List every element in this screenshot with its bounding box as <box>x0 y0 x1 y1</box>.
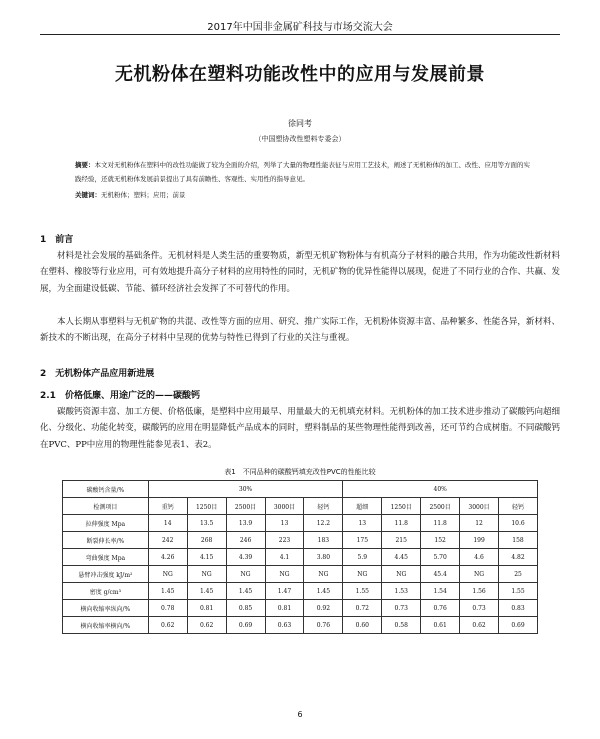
table-cell: 0.81 <box>265 600 304 617</box>
table-1-col-header: 3000目 <box>265 498 304 515</box>
section-2-heading: 2 无机粉体产品应用新进展 <box>40 369 155 379</box>
table-cell: 0.62 <box>460 617 499 634</box>
section-1-heading: 1 前言 <box>40 235 74 245</box>
table-cell: 0.72 <box>343 600 382 617</box>
author-name: 徐同考 <box>288 119 312 128</box>
table-cell: 25 <box>499 566 538 583</box>
table-row-label: 悬臂冲击强度 kJ/m² <box>63 566 149 583</box>
table-cell: 11.8 <box>421 515 460 532</box>
page-number: 6 <box>297 710 303 719</box>
keywords-label: 关键词： <box>75 191 101 199</box>
table-cell: 14 <box>148 515 187 532</box>
table-cell: 0.62 <box>187 617 226 634</box>
table-cell: 175 <box>343 532 382 549</box>
table-cell: NG <box>460 566 499 583</box>
table-cell: 4.82 <box>499 549 538 566</box>
table-cell: 4.6 <box>460 549 499 566</box>
table-cell: 0.85 <box>226 600 265 617</box>
table-cell: 5.9 <box>343 549 382 566</box>
table-cell: 0.69 <box>226 617 265 634</box>
table-cell: NG <box>304 566 343 583</box>
table-cell: 13 <box>265 515 304 532</box>
table-1-col-header: 2500目 <box>421 498 460 515</box>
table-cell: 0.63 <box>265 617 304 634</box>
table-cell: 45.4 <box>421 566 460 583</box>
table-1-col-header: 1250目 <box>382 498 421 515</box>
table-1-col-header: 轻钙 <box>304 498 343 515</box>
table-cell: 0.76 <box>421 600 460 617</box>
abstract-text: 本文对无机粉体在塑料中的改性功能做了较为全面的介绍，列举了大量的物理性能表征与应用工艺技术，阐述了无机粉体的加工、改性、应用等方面的实践经验，还就无机粉体发展前景提出了具有前瞻性、客观性、实用性的指导意见。 <box>75 161 530 183</box>
table-cell: 4.15 <box>187 549 226 566</box>
table-cell: 268 <box>187 532 226 549</box>
table-cell: 12.2 <box>304 515 343 532</box>
table-cell: 0.76 <box>304 617 343 634</box>
table-1 <box>62 480 538 634</box>
table-row <box>63 566 538 583</box>
table-cell: 242 <box>148 532 187 549</box>
table-cell: NG <box>187 566 226 583</box>
table-cell: NG <box>265 566 304 583</box>
table-cell: 13.5 <box>187 515 226 532</box>
table-cell: 183 <box>304 532 343 549</box>
table-cell: 1.53 <box>382 583 421 600</box>
table-1-subheader-row <box>63 498 538 515</box>
table-cell: 0.69 <box>499 617 538 634</box>
table-cell: 1.45 <box>148 583 187 600</box>
table-1-group-row <box>63 481 538 498</box>
table-cell: 0.81 <box>187 600 226 617</box>
table-cell: 3.80 <box>304 549 343 566</box>
table-row <box>63 515 538 532</box>
table-row <box>63 549 538 566</box>
table-1-group-30: 30% <box>148 481 343 498</box>
table-row <box>63 617 538 634</box>
table-cell: 4.39 <box>226 549 265 566</box>
table-row-label: 拉伸强度 Mpa <box>63 515 149 532</box>
author-affiliation: （中国塑协改性塑料专委会） <box>254 135 346 143</box>
table-cell: 4.26 <box>148 549 187 566</box>
table-cell: 199 <box>460 532 499 549</box>
table-cell: 0.92 <box>304 600 343 617</box>
table-row-label: 横向收缩率横向/% <box>63 617 149 634</box>
table-cell: 12 <box>460 515 499 532</box>
table-cell: 0.73 <box>460 600 499 617</box>
table-row-label: 弯曲强度 Mpa <box>63 549 149 566</box>
section-2-1-heading: 2.1 价格低廉、用途广泛的——碳酸钙 <box>40 391 200 401</box>
table-cell: 1.54 <box>421 583 460 600</box>
table-cell: NG <box>382 566 421 583</box>
table-1-col-header: 轻钙 <box>499 498 538 515</box>
table-cell: 10.6 <box>499 515 538 532</box>
table-cell: 13 <box>343 515 382 532</box>
table-cell: 215 <box>382 532 421 549</box>
abstract <box>75 158 535 186</box>
table-cell: NG <box>226 566 265 583</box>
table-cell: 1.45 <box>187 583 226 600</box>
table-row-label: 断裂伸长率/% <box>63 532 149 549</box>
table-cell: 4.1 <box>265 549 304 566</box>
table-1-col-header: 3000目 <box>460 498 499 515</box>
table-cell: NG <box>148 566 187 583</box>
table-row <box>63 583 538 600</box>
table-cell: 1.56 <box>460 583 499 600</box>
table-1-col-header: 1250目 <box>187 498 226 515</box>
table-cell: 158 <box>499 532 538 549</box>
table-cell: 1.55 <box>499 583 538 600</box>
section-1-paragraph-2: 本人长期从事塑料与无机矿物的共混、改性等方面的应用、研究、推广实际工作，无机粉体资源丰富、品种繁多、性能各异，新材料、新技术的不断出现，在高分子材料中呈现的优势与特性已得到了行业的关注与重视。 <box>40 317 560 344</box>
table-cell: 5.70 <box>421 549 460 566</box>
table-row-label: 密度 g/cm³ <box>63 583 149 600</box>
table-1-col-header: 重钙 <box>148 498 187 515</box>
table-cell: 11.8 <box>382 515 421 532</box>
section-2-1-paragraph: 碳酸钙资源丰富、加工方便、价格低廉，是塑料中应用最早、用量最大的无机填充材料。无机粉体的加工技术进步推动了碳酸钙向超细化、分级化、功能化转变，碳酸钙的应用在明显降低产品成本的同时，塑料制品的某些物理性能得到改善，还可节约合成树脂。不同碳酸钙在PVC、PP中应用的物理性能参见表1、表2。 <box>40 407 560 450</box>
keywords-text: 无机粉体；塑料；应用；前景 <box>101 191 186 199</box>
table-1-header-left: 碳酸钙含量/% <box>63 481 149 498</box>
paper-title: 无机粉体在塑料功能改性中的应用与发展前景 <box>115 64 485 85</box>
table-1-sub-label: 检测项目 <box>63 498 149 515</box>
table-cell: 0.83 <box>499 600 538 617</box>
table-cell: 0.62 <box>148 617 187 634</box>
table-cell: 0.58 <box>382 617 421 634</box>
table-row-label: 横向收缩率纵向/% <box>63 600 149 617</box>
table-1-group-40: 40% <box>343 481 538 498</box>
table-cell: 152 <box>421 532 460 549</box>
table-1-caption: 表1 不同品种的碳酸钙填充改性PVC的性能比较 <box>224 468 376 476</box>
running-header: 2017年中国非金属矿科技与市场交流大会 <box>207 22 393 33</box>
abstract-label: 摘要： <box>75 161 95 169</box>
table-cell: 1.47 <box>265 583 304 600</box>
section-1-paragraph-1: 材料是社会发展的基础条件。无机材料是人类生活的重要物质，新型无机矿物粉体与有机高分子材料的融合共用，作为功能改性新材料在塑料、橡胶等行业应用，可有效地提升高分子材料的应用特性的同时，无机矿物的优异性能得以展现，促进了不同行业的合作、共赢、发展，为全面建设低碳、节能、循环经济社会发挥了不可替代的作用。 <box>40 251 560 294</box>
table-cell: 223 <box>265 532 304 549</box>
table-cell: 1.45 <box>304 583 343 600</box>
table-cell: NG <box>343 566 382 583</box>
table-cell: 13.9 <box>226 515 265 532</box>
header-rule <box>40 34 560 35</box>
table-row <box>63 532 538 549</box>
table-cell: 0.73 <box>382 600 421 617</box>
table-row <box>63 600 538 617</box>
table-cell: 0.61 <box>421 617 460 634</box>
table-cell: 246 <box>226 532 265 549</box>
table-1-col-header: 超细 <box>343 498 382 515</box>
table-cell: 0.78 <box>148 600 187 617</box>
table-cell: 1.55 <box>343 583 382 600</box>
keywords <box>75 190 535 199</box>
table-cell: 0.60 <box>343 617 382 634</box>
table-1-col-header: 2500目 <box>226 498 265 515</box>
table-cell: 1.45 <box>226 583 265 600</box>
table-cell: 4.45 <box>382 549 421 566</box>
